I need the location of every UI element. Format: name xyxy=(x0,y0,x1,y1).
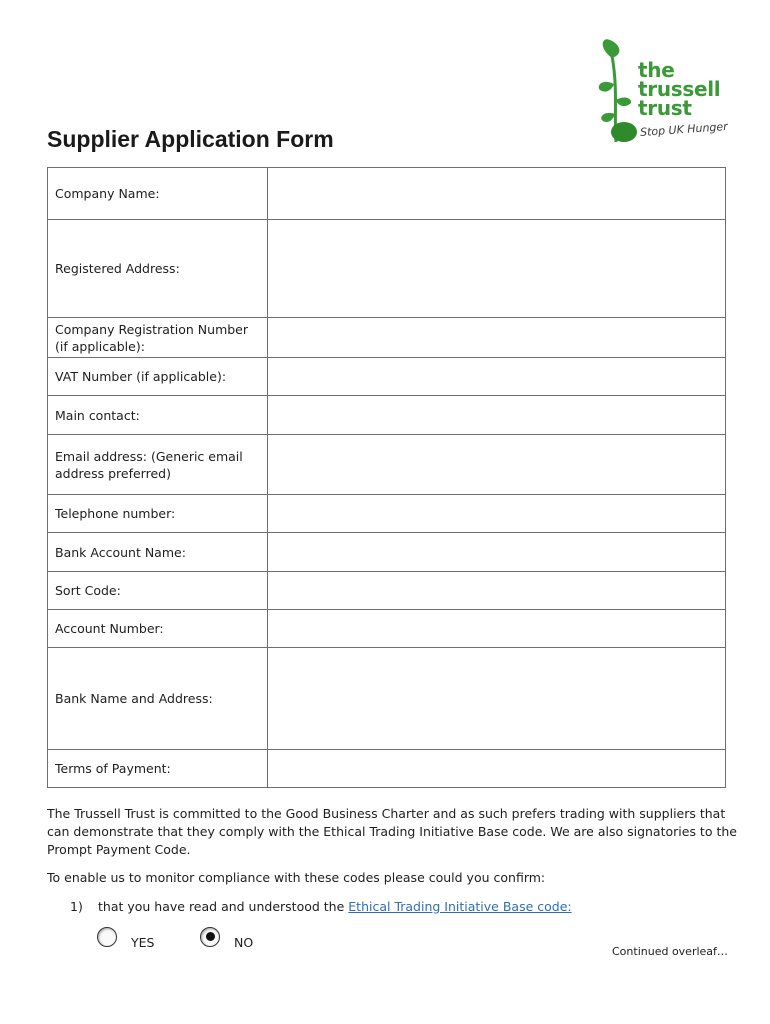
main-contact-field[interactable] xyxy=(268,396,726,435)
email-address-label: Email address: (Generic email address preferred) xyxy=(48,435,268,495)
form-row-sort-code xyxy=(48,572,726,610)
form-row-main-contact xyxy=(48,396,726,435)
terms-of-payment-field[interactable] xyxy=(268,750,726,788)
company-registration-number-label: Company Registration Number (if applicable): xyxy=(48,318,268,358)
form-row-telephone-number xyxy=(48,495,726,533)
no-radio-button[interactable] xyxy=(200,927,220,947)
yes-radio-button[interactable] xyxy=(97,927,117,947)
list-item-1 xyxy=(70,898,572,916)
form-row-registered-address xyxy=(48,220,726,318)
company-name-field[interactable] xyxy=(268,168,726,220)
vat-number-field[interactable] xyxy=(268,358,726,396)
sprout-icon xyxy=(594,38,644,146)
list-item-text: that you have read and understood the xyxy=(98,899,349,914)
email-address-field[interactable] xyxy=(268,435,726,495)
eti-base-code-link[interactable]: Ethical Trading Initiative Base code: xyxy=(348,899,572,914)
company-name-label: Company Name: xyxy=(48,168,268,220)
bank-name-address-field[interactable] xyxy=(268,648,726,750)
terms-of-payment-label: Terms of Payment: xyxy=(48,750,268,788)
bank-account-name-label: Bank Account Name: xyxy=(48,533,268,572)
form-row-company-registration-number xyxy=(48,318,726,358)
form-row-account-number xyxy=(48,610,726,648)
supplier-form-table xyxy=(47,167,726,788)
form-row-vat-number xyxy=(48,358,726,396)
telephone-number-label: Telephone number: xyxy=(48,495,268,533)
company-registration-number-field[interactable] xyxy=(268,318,726,358)
yes-radio-option[interactable] xyxy=(97,923,154,950)
logo-word-the: the xyxy=(638,58,675,82)
account-number-field[interactable] xyxy=(268,610,726,648)
form-row-terms-of-payment xyxy=(48,750,726,788)
logo-word-trust: trust xyxy=(638,96,692,120)
no-radio-label: NO xyxy=(234,935,254,950)
list-item-number: 1) xyxy=(70,899,83,914)
form-row-email-address xyxy=(48,435,726,495)
confirm-intro-paragraph: To enable us to monitor compliance with these codes please could you confirm: xyxy=(47,870,546,885)
continued-overleaf-note: Continued overleaf… xyxy=(612,945,728,958)
account-number-label: Account Number: xyxy=(48,610,268,648)
telephone-number-field[interactable] xyxy=(268,495,726,533)
form-row-bank-name-address xyxy=(48,648,726,750)
main-contact-label: Main contact: xyxy=(48,396,268,435)
yes-radio-label: YES xyxy=(131,935,155,950)
logo-word-trussell: trussell xyxy=(638,77,721,101)
vat-number-label: VAT Number (if applicable): xyxy=(48,358,268,396)
sort-code-label: Sort Code: xyxy=(48,572,268,610)
registered-address-label: Registered Address: xyxy=(48,220,268,318)
form-row-company-name xyxy=(48,168,726,220)
radio-selected-dot-icon xyxy=(206,932,215,941)
bank-name-address-label: Bank Name and Address: xyxy=(48,648,268,750)
bank-account-name-field[interactable] xyxy=(268,533,726,572)
page-title: Supplier Application Form xyxy=(47,126,334,152)
no-radio-option[interactable] xyxy=(200,923,253,950)
good-business-charter-paragraph: The Trussell Trust is committed to the Good Business Charter and as such prefers trading with suppliers that can demonstrate that they comply with the Ethical Trading Initiative Base code. We are also signatories to the Prompt Payment Code. xyxy=(47,806,737,857)
logo-tagline: Stop UK Hunger xyxy=(639,119,729,140)
form-row-bank-account-name xyxy=(48,533,726,572)
registered-address-field[interactable] xyxy=(268,220,726,318)
trussell-trust-logo xyxy=(594,38,734,146)
sort-code-field[interactable] xyxy=(268,572,726,610)
